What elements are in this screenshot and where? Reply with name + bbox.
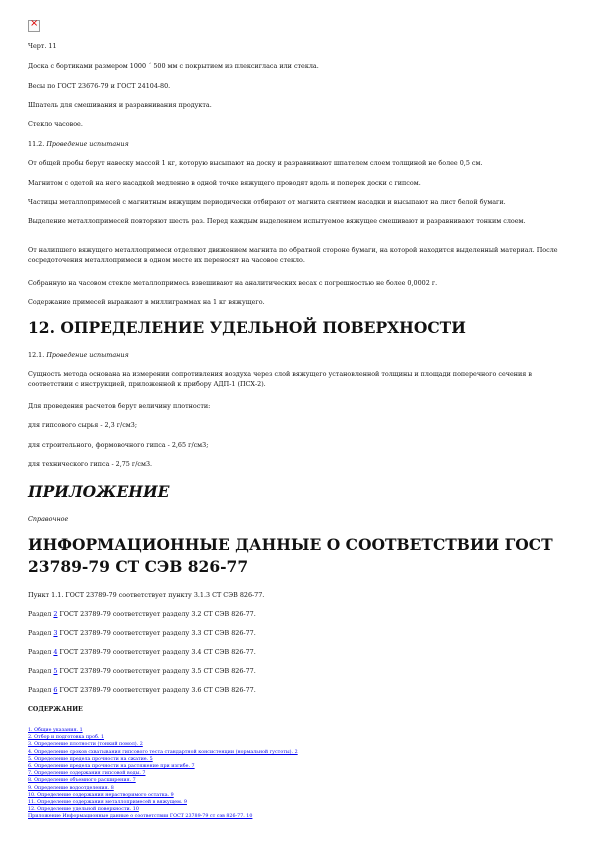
correspondence-row: Раздел 2 ГОСТ 23789-79 соответствует разделу 3.2 СТ СЭВ 826-77. <box>28 610 256 618</box>
toc-item <box>28 777 298 784</box>
toc-item <box>28 734 298 741</box>
figure-label: Черт. 11 <box>28 42 57 50</box>
paragraph: Сущность метода основана на измерении сопротивления воздуха через слой вяжущего установленной толщины и площади поперечного сечения в соответствии с инструкцией, приложенной к прибору АДП-1 (ПСХ-2). <box>28 370 532 388</box>
paragraph: Магнитом с одетой на него насадкой медленно в одной точке вяжущего проводят вдоль и поперек доски с гипсом. <box>28 179 421 187</box>
paragraph: для гипсового сырья - 2,3 г/см3; <box>28 421 137 429</box>
toc-item <box>28 785 298 792</box>
info-heading: ИНФОРМАЦИОННЫЕ ДАННЫЕ О СООТВЕТСТВИИ ГОСТ 23789-79 СТ СЭВ 826-77 <box>28 535 553 576</box>
appendix-heading: ПРИЛОЖЕНИЕ <box>28 482 170 501</box>
section-link[interactable]: 2 <box>53 610 58 618</box>
section-link[interactable]: 5 <box>53 667 58 675</box>
paragraph: Пункт 1.1. ГОСТ 23789-79 соответствует пункту 3.1.3 СТ СЭВ 826-77. <box>28 591 265 599</box>
paragraph: Весы по ГОСТ 23676-79 и ГОСТ 24104-80. <box>28 82 171 90</box>
toc-item <box>28 727 298 734</box>
toc-link[interactable]: 12. Определение удельной поверхности. 10 <box>28 807 139 813</box>
correspondence-row: Раздел 5 ГОСТ 23789-79 соответствует разделу 3.5 СТ СЭВ 826-77. <box>28 667 256 675</box>
toc-link[interactable]: 3. Определение плотности (тонкий помол). 2 <box>28 742 143 748</box>
paragraph: От налипшего вяжущего металлопримеси отделяют движением магнита по обратной стороне бумаги, на которой находится выделенный материал. После сосредоточения металлопримеси в одном месте их переносят на часовое стекло. <box>28 246 558 264</box>
toc-item <box>28 763 298 770</box>
toc-link[interactable]: Приложение Информационные данные о соответствии ГОСТ 23789-79 ст сэв 826-77. 10 <box>28 814 253 820</box>
paragraph: От общей пробы берут навеску массой 1 кг, которую высыпают на доску и разравнивают шпателем слоем толщиной не более 0,5 см. <box>28 159 483 167</box>
paragraph: Выделение металлопримесей повторяют шесть раз. Перед каждым выделением испытуемое вяжущее смешивают и разравнивают тонким слоем. <box>28 217 526 225</box>
toc-link[interactable]: 6. Определение предела прочности на растяжение при изгибе. 7 <box>28 764 195 770</box>
appendix-note: Справочное <box>28 515 69 523</box>
paragraph: Частицы металлопримесей с магнитным вяжущим периодически отбирают от магнита снятием насадки и высыпают на лист белой бумаги. <box>28 198 506 206</box>
subsection-heading <box>28 350 129 360</box>
toc-link[interactable]: 9. Определение водоотделения. 8 <box>28 785 114 791</box>
toc-item <box>28 741 298 748</box>
paragraph: для строительного, формовочного гипса - 2,65 г/см3; <box>28 441 209 449</box>
toc-item <box>28 799 298 806</box>
toc-link[interactable]: 11. Определение содержания металлопримесей в вяжущем. 9 <box>28 800 187 806</box>
subsection-heading <box>28 139 129 149</box>
toc-item <box>28 806 298 813</box>
paragraph: Доска с бортиками размером 1000 ´ 500 мм с покрытием из плексигласа или стекла. <box>28 62 319 70</box>
paragraph: Для проведения расчетов берут величину плотности: <box>28 402 211 410</box>
toc-item <box>28 770 298 777</box>
section-link[interactable]: 6 <box>53 686 58 694</box>
table-of-contents <box>28 727 298 821</box>
toc-link[interactable]: 5. Определение предела прочности на сжатие. 5 <box>28 756 153 762</box>
paragraph: Стекло часовое. <box>28 120 83 128</box>
toc-link[interactable]: 2. Отбор и подготовка проб. 1 <box>28 735 104 741</box>
toc-item <box>28 792 298 799</box>
subsection-number: 12.1. <box>28 351 45 359</box>
section-heading: 12. ОПРЕДЕЛЕНИЕ УДЕЛЬНОЙ ПОВЕРХНОСТИ <box>28 318 466 337</box>
subsection-title: Проведение испытания <box>46 351 129 359</box>
toc-link[interactable]: 8. Определение объемного расширения. 7 <box>28 778 136 784</box>
paragraph: для технического гипса - 2,75 г/см3. <box>28 460 153 468</box>
subsection-number: 11.2. <box>28 140 45 148</box>
correspondence-row: Раздел 3 ГОСТ 23789-79 соответствует разделу 3.3 СТ СЭВ 826-77. <box>28 629 256 637</box>
correspondence-row: Раздел 4 ГОСТ 23789-79 соответствует разделу 3.4 СТ СЭВ 826-77. <box>28 648 256 656</box>
paragraph: Шпатель для смешивания и разравнивания продукта. <box>28 101 212 109</box>
subsection-title: Проведение испытания <box>46 140 129 148</box>
section-link[interactable]: 3 <box>53 629 58 637</box>
broken-image-icon <box>28 20 40 32</box>
toc-link[interactable]: 7. Определение содержания гипсовой воды. 7 <box>28 771 146 777</box>
toc-item <box>28 756 298 763</box>
toc-link[interactable]: 4. Определение сроков схватывания гипсового теста стандартной консистенции (нормальной густоты). 2 <box>28 749 298 755</box>
toc-item <box>28 749 298 756</box>
section-link[interactable]: 4 <box>53 648 58 656</box>
toc-item <box>28 813 298 820</box>
toc-link[interactable]: 10. Определение содержания нерастворимого остатка. 9 <box>28 792 174 798</box>
toc-title: СОДЕРЖАНИЕ <box>28 706 83 713</box>
correspondence-row: Раздел 6 ГОСТ 23789-79 соответствует разделу 3.6 СТ СЭВ 826-77. <box>28 686 256 694</box>
toc-link[interactable]: 1. Общие указания. 1 <box>28 728 83 733</box>
paragraph: Содержание примесей выражают в миллиграммах на 1 кг вяжущего. <box>28 298 265 306</box>
paragraph: Собранную на часовом стекле металлопримесь взвешивают на аналитических весах с погрешностью не более 0,0002 г. <box>28 279 438 287</box>
